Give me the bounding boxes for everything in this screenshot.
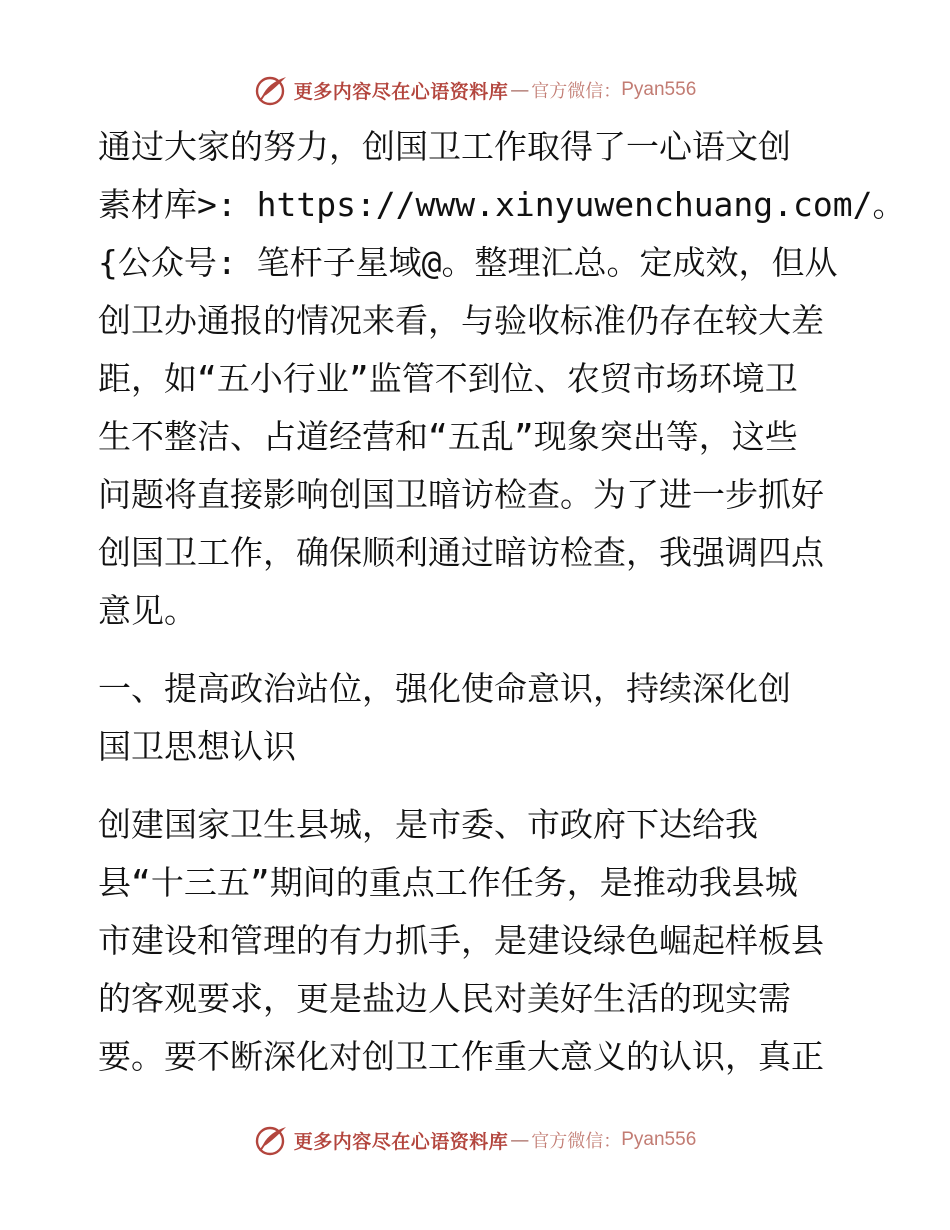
- watermark-wechat-id: Pyan556: [621, 1129, 697, 1150]
- watermark-separator: —: [510, 79, 530, 101]
- text-line: 的客观要求，更是盐边人民对美好生活的现实需: [98, 979, 791, 1018]
- text-line: 生不整洁、占道经营和“五乱”现象突出等，这些: [98, 417, 798, 456]
- text-line: 县“十三五”期间的重点工作任务，是推动我县城: [98, 863, 798, 902]
- watermark-wechat-label: 官方微信：: [531, 1131, 622, 1152]
- header-watermark: [0, 70, 950, 110]
- text-line: 市建设和管理的有力抓手，是建设绿色崛起样板县: [98, 921, 824, 960]
- text-line: 创建国家卫生县城，是市委、市政府下达给我: [98, 805, 758, 844]
- watermark-site-text: 更多内容尽在心语资料库: [293, 80, 509, 103]
- watermark-separator: —: [510, 1129, 530, 1151]
- document-body: [98, 118, 906, 1086]
- text-line: 通过大家的努力，创国卫工作取得了一心语文创: [98, 127, 791, 166]
- paragraph-section-one: [98, 796, 858, 1086]
- text-line: {公众号: 笔杆子星域@。整理汇总。定成效，但从: [98, 243, 838, 282]
- text-line: 要。要不断深化对创卫工作重大意义的认识，真正: [98, 1037, 824, 1076]
- text-line: 创卫办通报的情况来看，与验收标准仍存在较大差: [98, 301, 824, 340]
- feather-logo-icon: [254, 73, 290, 107]
- text-line: 创国卫工作，确保顺利通过暗访检查，我强调四点: [98, 533, 824, 572]
- paragraph-intro: [98, 118, 906, 640]
- heading-line: 一、提高政治站位，强化使命意识，持续深化创: [98, 669, 791, 708]
- text-line: 意见。: [98, 591, 197, 630]
- heading-line: 国卫思想认识: [98, 727, 296, 766]
- watermark-site-text: 更多内容尽在心语资料库: [293, 1130, 509, 1153]
- feather-logo-icon: [254, 1123, 290, 1157]
- text-line: 问题将直接影响创国卫暗访检查。为了进一步抓好: [98, 475, 824, 514]
- footer-watermark: [0, 1120, 950, 1160]
- text-line: 距，如“五小行业”监管不到位、农贸市场环境卫: [98, 359, 798, 398]
- watermark-wechat-id: Pyan556: [621, 79, 697, 100]
- watermark-wechat-label: 官方微信：: [531, 81, 622, 102]
- section-heading: [98, 660, 858, 776]
- text-line: 素材库>: https://www.xinyuwenchuang.com/。: [98, 185, 906, 224]
